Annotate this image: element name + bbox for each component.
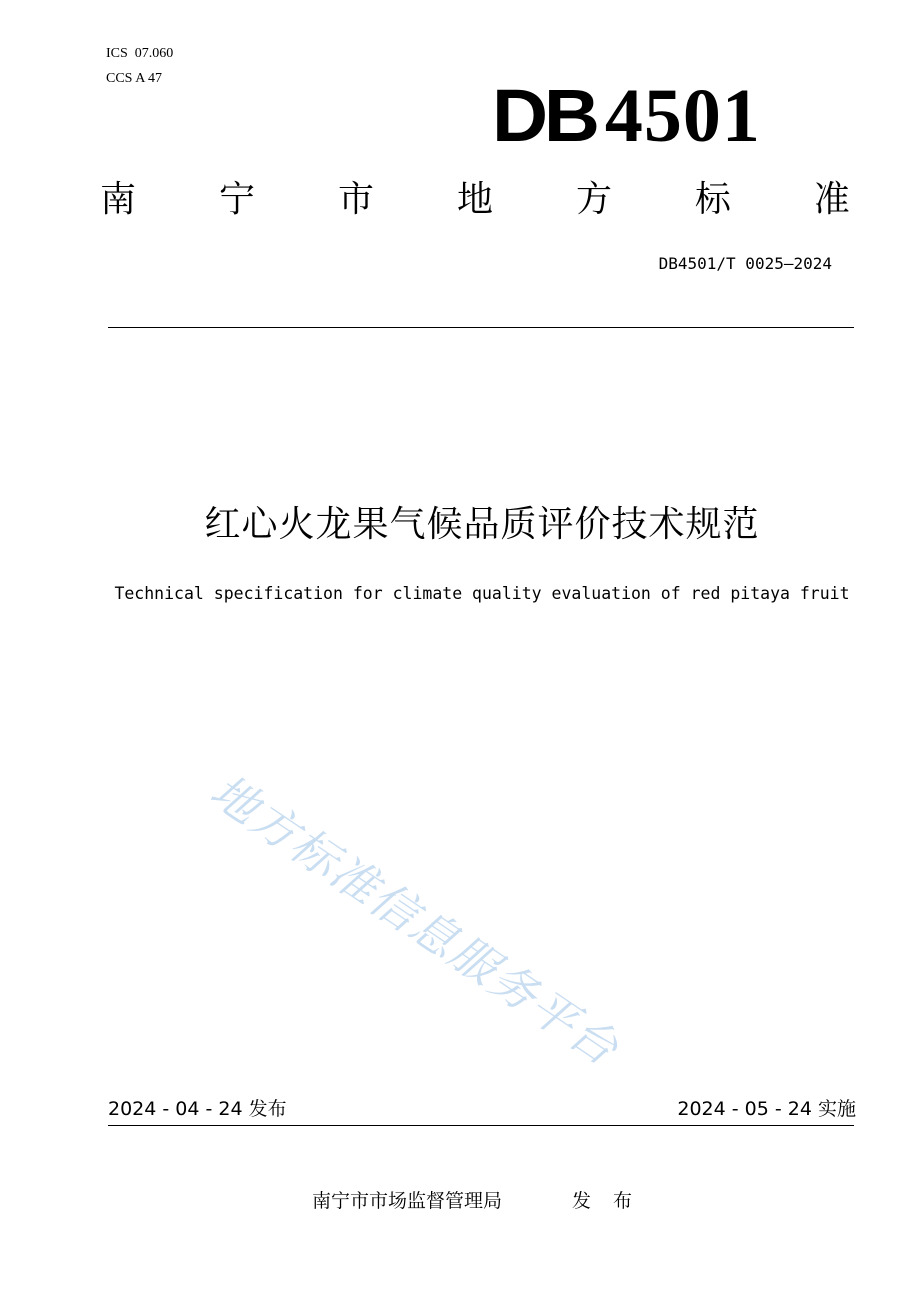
- watermark: 地方标准信息服务平台: [200, 763, 630, 1077]
- bottom-divider: [108, 1125, 854, 1126]
- issuing-authority: 南宁市市场监督管理局: [312, 1190, 503, 1212]
- local-standard-heading: [100, 178, 850, 222]
- document-title-english: Technical specification for climate quality evaluation of red pitaya fruit: [114, 584, 850, 603]
- db-letters: DB: [492, 74, 596, 157]
- ics-code: ICS 07.060: [106, 46, 174, 61]
- db-standard-code: [492, 74, 761, 158]
- issuing-action: 发 布: [572, 1190, 641, 1212]
- local-standard-char: 南: [100, 179, 137, 220]
- ccs-code: CCS A 47: [106, 71, 163, 86]
- local-standard-char: 方: [575, 179, 612, 220]
- db-number: 4501: [604, 74, 761, 158]
- local-standard-char: 地: [456, 179, 493, 220]
- local-standard-char: 标: [694, 179, 731, 220]
- document-title-chinese: 红心火龙果气候品质评价技术规范: [204, 504, 760, 545]
- implementation-date: 2024 - 05 - 24 实施: [677, 1098, 856, 1120]
- standard-number: DB4501/T 0025—2024: [658, 254, 832, 273]
- top-divider: [108, 327, 854, 328]
- issue-date: 2024 - 04 - 24 发布: [108, 1098, 287, 1120]
- local-standard-char: 准: [813, 179, 850, 220]
- local-standard-char: 市: [337, 179, 374, 220]
- local-standard-char: 宁: [218, 179, 255, 220]
